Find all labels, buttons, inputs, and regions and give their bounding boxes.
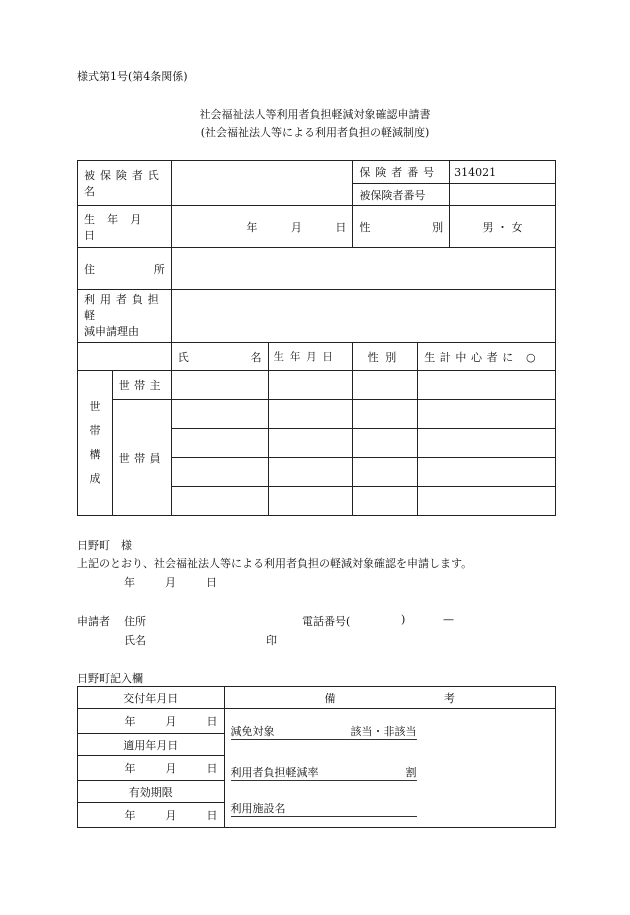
household-label-char: 構 bbox=[89, 448, 101, 461]
head-birthdate-cell[interactable] bbox=[268, 371, 353, 400]
apply-date-field[interactable] bbox=[78, 756, 225, 781]
month-unit: 月 bbox=[165, 715, 177, 728]
remarks-area bbox=[224, 709, 555, 828]
valid-until-label: 有効期限 bbox=[78, 781, 225, 803]
facility-row bbox=[231, 800, 417, 817]
year-unit: 年 bbox=[246, 220, 258, 234]
birthdate-label: 生年月日 bbox=[78, 206, 172, 248]
reason-label-line1: 利用者負担軽 bbox=[84, 293, 164, 322]
exemption-label: 減免対象 bbox=[230, 725, 275, 738]
applicant-phone-label: 電話番号( bbox=[302, 615, 351, 628]
insured-name-field[interactable] bbox=[171, 161, 353, 206]
member-sex-cell[interactable] bbox=[353, 458, 418, 487]
issue-date-field[interactable] bbox=[78, 709, 225, 734]
insured-name-input[interactable] bbox=[172, 177, 353, 190]
year-unit: 年 bbox=[124, 809, 136, 822]
applicant-phone-dash: — bbox=[443, 613, 454, 626]
year-unit: 年 bbox=[124, 715, 136, 728]
birthdate-field[interactable] bbox=[171, 206, 353, 248]
office-section-title: 日野町記入欄 bbox=[77, 672, 143, 685]
rate-row bbox=[231, 764, 417, 781]
year-unit: 年 bbox=[124, 576, 135, 589]
applicant-label: 申請者 bbox=[77, 615, 110, 628]
form-number: 様式第1号(第4条関係) bbox=[77, 70, 188, 83]
member-name-cell[interactable] bbox=[171, 458, 268, 487]
form-subtitle: (社会福祉法人等による利用者負担の軽減制度) bbox=[200, 126, 430, 139]
day-unit: 日 bbox=[206, 715, 218, 728]
member-birthdate-cell[interactable] bbox=[268, 458, 353, 487]
rate-unit: 割 bbox=[405, 766, 417, 779]
form-title: 社会福祉法人等利用者負担軽減対象確認申請書 bbox=[199, 108, 431, 121]
rate-label: 利用者負担軽減率 bbox=[230, 766, 319, 779]
insurer-number-value: 314021 bbox=[450, 161, 556, 184]
member-breadwinner-cell[interactable] bbox=[418, 487, 556, 516]
sex-label bbox=[353, 206, 450, 248]
day-unit: 日 bbox=[206, 809, 218, 822]
declaration-text: 上記のとおり、社会福祉法人等による利用者負担の軽減対象確認を申請します。 bbox=[77, 557, 473, 570]
sex-label-2: 別 bbox=[432, 220, 444, 234]
member-breadwinner-cell[interactable] bbox=[418, 400, 556, 429]
household-header-name bbox=[171, 343, 268, 371]
insurer-number-label: 保険者番号 bbox=[353, 161, 450, 184]
remarks-header bbox=[224, 687, 555, 709]
address-field[interactable] bbox=[171, 248, 555, 290]
member-sex-cell[interactable] bbox=[353, 429, 418, 458]
exemption-row bbox=[231, 723, 417, 740]
seal-mark: 印 bbox=[266, 634, 277, 647]
household-label-char: 世 bbox=[89, 400, 101, 413]
insured-name-label: 被保険者氏名 bbox=[78, 161, 172, 206]
member-name-cell[interactable] bbox=[171, 429, 268, 458]
reason-label bbox=[78, 290, 172, 343]
remarks-label-1: 備 bbox=[324, 691, 336, 705]
header-name-1: 氏 bbox=[177, 350, 189, 364]
header-name-2: 名 bbox=[250, 350, 262, 364]
apply-date-label: 適用年月日 bbox=[78, 734, 225, 756]
applicant-name-label: 氏名 bbox=[124, 634, 146, 647]
household-head-label: 世帯主 bbox=[112, 371, 171, 400]
remarks-label-2: 考 bbox=[444, 691, 455, 705]
insured-number-input[interactable] bbox=[450, 188, 555, 201]
member-breadwinner-cell[interactable] bbox=[418, 429, 556, 458]
month-unit: 月 bbox=[165, 809, 177, 822]
member-name-cell[interactable] bbox=[171, 400, 268, 429]
declaration-date bbox=[124, 574, 217, 590]
day-unit: 日 bbox=[206, 762, 218, 775]
head-sex-cell[interactable] bbox=[353, 371, 418, 400]
reason-label-line2: 減申請理由 bbox=[84, 325, 139, 338]
member-birthdate-cell[interactable] bbox=[268, 487, 353, 516]
applicant-address-label: 住所 bbox=[124, 615, 146, 628]
valid-until-field[interactable] bbox=[78, 803, 225, 828]
sex-options[interactable]: 男 ・ 女 bbox=[450, 206, 556, 248]
address-label-2: 所 bbox=[153, 262, 165, 276]
member-sex-cell[interactable] bbox=[353, 487, 418, 516]
reason-input[interactable] bbox=[172, 310, 555, 323]
application-table bbox=[77, 160, 556, 516]
head-name-cell[interactable] bbox=[171, 371, 268, 400]
address-label-1: 住 bbox=[84, 262, 95, 276]
month-unit: 月 bbox=[165, 762, 177, 775]
household-label-char: 成 bbox=[89, 472, 101, 485]
day-unit: 日 bbox=[335, 220, 347, 234]
year-unit: 年 bbox=[124, 762, 136, 775]
address-input[interactable] bbox=[172, 262, 555, 275]
member-birthdate-cell[interactable] bbox=[268, 429, 353, 458]
household-composition-label bbox=[78, 371, 113, 516]
household-header-blank bbox=[78, 343, 172, 371]
month-unit: 月 bbox=[165, 576, 176, 589]
address-label bbox=[78, 248, 172, 290]
member-birthdate-cell[interactable] bbox=[268, 400, 353, 429]
facility-label: 利用施設名 bbox=[230, 802, 286, 815]
insured-number-field[interactable] bbox=[450, 184, 556, 206]
head-breadwinner-cell[interactable] bbox=[418, 371, 556, 400]
addressee: 日野町 様 bbox=[77, 539, 132, 552]
household-label-char: 帯 bbox=[89, 424, 101, 437]
reason-field[interactable] bbox=[171, 290, 555, 343]
month-unit: 月 bbox=[290, 220, 302, 234]
day-unit: 日 bbox=[206, 576, 217, 589]
exemption-value[interactable]: 該当・非該当 bbox=[350, 725, 417, 738]
member-sex-cell[interactable] bbox=[353, 400, 418, 429]
household-header-sex: 性別 bbox=[353, 343, 418, 371]
insured-number-label: 被保険者番号 bbox=[353, 184, 450, 206]
applicant-phone-close: ) bbox=[401, 613, 406, 626]
household-header-breadwinner: 生計中心者に ○ bbox=[418, 343, 556, 371]
issue-date-label: 交付年月日 bbox=[78, 687, 225, 709]
member-name-cell[interactable] bbox=[171, 487, 268, 516]
office-table bbox=[77, 686, 556, 828]
sex-label-1: 性 bbox=[359, 220, 371, 234]
member-breadwinner-cell[interactable] bbox=[418, 458, 556, 487]
household-header-birthdate: 生年月日 bbox=[268, 343, 353, 371]
household-member-label: 世帯員 bbox=[112, 400, 171, 516]
